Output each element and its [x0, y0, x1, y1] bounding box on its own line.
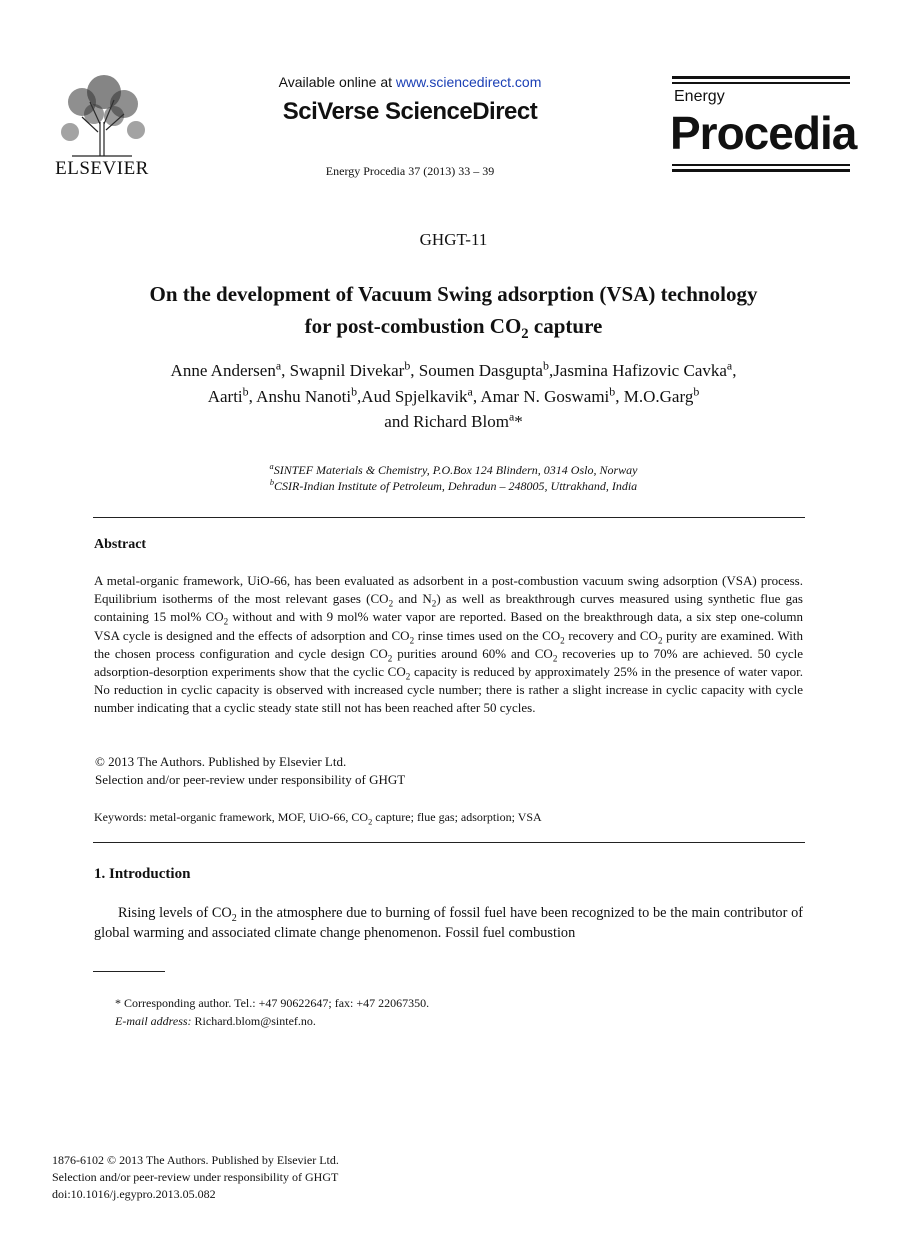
author: Soumen Dasgupta$^b$,	[418, 358, 554, 380]
abstract-subscript: 2	[409, 635, 415, 646]
author: Jasmina Hafizovic Cavka$^a$,	[553, 358, 737, 380]
affiliation: $^a$SINTEF Materials & Chemistry, P.O.Box 124 Blindern, 0314 Oslo, Norway	[269, 462, 638, 477]
title-text: for post-combustion CO	[304, 314, 522, 338]
title-text: capture	[528, 314, 603, 338]
abstract-segment: rinse times used on the CO	[414, 627, 561, 643]
abstract-subscript: 2	[431, 598, 437, 609]
abstract-segment: purities around 60% and CO	[392, 645, 553, 661]
title-line-1: On the development of Vacuum Swing adsorption (VSA) technology	[149, 282, 758, 306]
paper-title	[90, 278, 817, 342]
doi-line[interactable]: doi:10.1016/j.egypro.2013.05.082	[52, 1187, 216, 1201]
available-prefix: Available online at	[278, 74, 396, 90]
title-subscript: 2	[521, 326, 529, 343]
conference-label: GHGT-11	[419, 230, 488, 249]
abstract-segment: recoveries up to 70% are achieved. 50 cycle adsorption-desorption experiments show that the cyclic CO	[94, 645, 803, 680]
author-list	[90, 358, 817, 435]
abstract-segment: capacity is reduced by approximately 25% in the presence of water vapor. No reduction in cyclic capacity is observed with increased cycle number; there is rather a slight increase in cyclic capacity with cycle number indicating that a cyclic steady state still not has been reached after 50 cycles.	[94, 664, 804, 716]
author: and Richard Blom$^a$*	[384, 409, 523, 431]
abstract-segment: ) as well as breakthrough curves measured using synthetic flue gas containing 15 mol% CO	[94, 591, 803, 625]
journal-logo-rule	[672, 82, 850, 84]
divider	[93, 842, 805, 843]
abstract-heading: Abstract	[94, 537, 147, 552]
author: Anne Andersen$^a$,	[170, 358, 290, 380]
corresponding-author: * Corresponding author. Tel.: +47 90622647; fax: +47 22067350.	[115, 996, 430, 1010]
abstract-segment: A metal-organic framework, UiO-66, has been evaluated as adsorbent in a post-combustion vacuum swing adsorption (VSA) process. Equilibrium isotherms of the most relevant gases (CO	[94, 573, 803, 607]
abstract-subscript: 2	[388, 598, 394, 609]
author: Swapnil Divekar$^b$,	[289, 358, 419, 380]
sciencedirect-link[interactable]: www.sciencedirect.com	[395, 74, 542, 90]
affiliations	[90, 462, 817, 494]
email-line	[115, 1014, 316, 1029]
copyright-line: © 2013 The Authors. Published by Elsevier Ltd.	[95, 754, 347, 769]
abstract-subscript: 2	[405, 671, 411, 682]
elsevier-wordmark: ELSEVIER	[55, 158, 149, 179]
introduction-heading: 1. Introduction	[94, 866, 191, 882]
abstract-subscript: 2	[560, 635, 565, 646]
peer-review-line: Selection and/or peer-review under responsibility of GHGT	[95, 772, 406, 787]
abstract-segment: recovery and CO	[564, 627, 658, 643]
footnote-rule	[93, 971, 165, 972]
author: Amar N. Goswami$^b$,	[480, 383, 624, 406]
abstract-subscript: 2	[223, 617, 229, 627]
abstract-text	[94, 572, 803, 718]
author: Aud Spjelkavik$^a$,	[361, 383, 481, 406]
journal-logo-rule	[672, 76, 850, 79]
abstract-subscript: 2	[387, 653, 393, 664]
author-line	[90, 358, 817, 384]
sciverse-logo: SciVerse ScienceDirect	[282, 98, 538, 125]
abstract-subscript: 2	[657, 635, 663, 646]
divider	[93, 517, 805, 518]
email-label: E-mail address:	[115, 1014, 192, 1028]
abstract-segment: without and with 9 mol% water vapor are reported. Based on the breakthrough data, a six step one-column VSA cycle is designed and the effects of adsorption and CO	[94, 609, 803, 643]
available-online	[260, 74, 560, 90]
journal-logo-energy: Energy	[674, 88, 725, 105]
issn-line: 1876-6102 © 2013 The Authors. Published by Elsevier Ltd.	[52, 1153, 339, 1167]
journal-logo-rule	[672, 169, 850, 172]
author-line	[90, 409, 817, 435]
author: M.O.Garg$^b$	[623, 383, 700, 406]
journal-logo-procedia: Procedia	[670, 107, 857, 159]
abstract-segment: and N	[393, 591, 432, 607]
journal-citation: Energy Procedia 37 (2013) 33 – 39	[325, 164, 495, 178]
author: Aarti$^b$,	[207, 383, 257, 406]
journal-logo-rule	[672, 164, 850, 166]
abstract-segment: purity are examined. With the chosen process configuration and cycle design CO	[94, 627, 803, 661]
abstract-subscript: 2	[552, 653, 558, 664]
introduction-text: Rising levels of $CO_2$ in the atmosphere due to burning of fossil fuel have been recognized to be the main contributor of global warming and associated climate change phenomenon. Fossil fuel combustion	[94, 905, 803, 941]
author: Anshu Nanoti$^b$,	[256, 383, 362, 406]
affiliation: $^b$CSIR-Indian Institute of Petroleum, Dehradun – 248005, Uttrakhand, India	[269, 478, 638, 493]
author-line	[90, 384, 817, 410]
title-line-2	[90, 310, 817, 342]
keywords: Keywords: metal-organic framework, MOF, UiO-66, $CO_2$ capture; flue gas; adsorption; VSA	[94, 810, 542, 827]
footer-review-line: Selection and/or peer-review under responsibility of GHGT	[52, 1170, 339, 1184]
email-address[interactable]: Richard.blom@sintef.no.	[191, 1014, 316, 1028]
